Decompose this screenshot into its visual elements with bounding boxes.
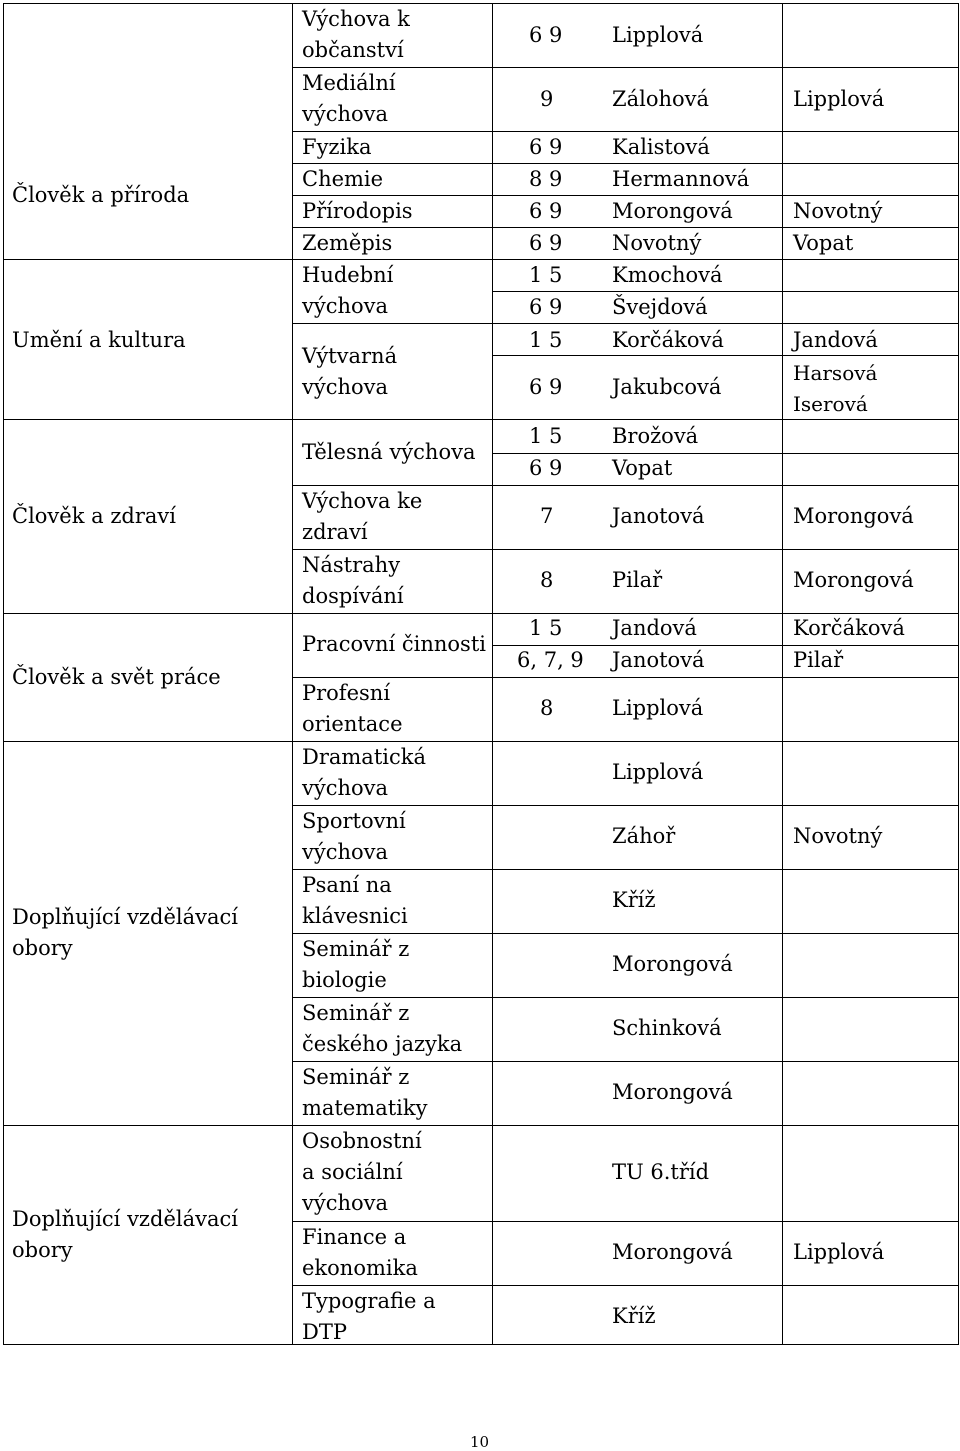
teacher-cell: Lipplová xyxy=(612,696,704,720)
grade-cell: 8 xyxy=(540,568,554,592)
grade-cell: 7 xyxy=(540,504,554,528)
subject-nastrahy-dospivani: Nástrahy dospívání xyxy=(302,553,404,608)
subject-medialni-vychova: Mediální výchova xyxy=(302,71,396,126)
teacher2-cell: Lipplová xyxy=(793,1240,885,1264)
teacher-cell: Švejdová xyxy=(612,295,708,319)
teacher-cell: Kalistová xyxy=(612,135,710,159)
grade-cell: 6 9 xyxy=(529,199,563,223)
grade-cell: 9 xyxy=(540,87,554,111)
grade-cell: 6 9 xyxy=(529,375,563,399)
subject-profesni-orientace: Profesní orientace xyxy=(302,681,403,736)
grade-cell: 6 9 xyxy=(529,295,563,319)
teacher-cell: Kmochová xyxy=(612,263,723,287)
teacher2-cell: Harsová xyxy=(793,361,878,385)
teacher2-cell: Vopat xyxy=(793,231,854,255)
teacher-cell: Vopat xyxy=(612,456,673,480)
grade-cell: 6 9 xyxy=(529,456,563,480)
teacher-cell: Záhoř xyxy=(612,824,676,848)
subject-telesna-vychova: Tělesná výchova xyxy=(302,440,476,464)
teacher2-cell: Morongová xyxy=(793,568,914,592)
teacher2-cell: Pilař xyxy=(793,648,844,672)
subject-chemie: Chemie xyxy=(302,167,384,191)
teacher-cell: Pilař xyxy=(612,568,663,592)
subject-seminar-z-biologie: Seminář z biologie xyxy=(302,937,410,992)
subject-vychova-ke-zdravi: Výchova ke zdraví xyxy=(302,489,423,544)
teacher-cell: Morongová xyxy=(612,1080,733,1104)
teacher-cell: Lipplová xyxy=(612,760,704,784)
grade-cell: 1 5 xyxy=(529,424,563,448)
grade-cell: 6 9 xyxy=(529,135,563,159)
subject-finance-a-ekonomika: Finance a ekonomika xyxy=(302,1225,418,1280)
teacher-cell: Morongová xyxy=(612,199,733,223)
subject-zemepis: Zeměpis xyxy=(302,231,393,255)
teacher-cell: Jakubcová xyxy=(612,375,722,399)
teacher2-cell: Lipplová xyxy=(793,87,885,111)
teacher2-cell: Morongová xyxy=(793,504,914,528)
teacher2-cell: Novotný xyxy=(793,199,883,223)
teacher-cell: Janotová xyxy=(612,648,705,672)
teacher2-cell: Jandová xyxy=(793,328,878,352)
grade-cell: 8 9 xyxy=(529,167,563,191)
teacher-cell: Zálohová xyxy=(612,87,710,111)
grade-cell: 8 xyxy=(540,696,554,720)
teacher-cell: Jandová xyxy=(612,616,697,640)
area-umeni-a-kultura: Umění a kultura xyxy=(12,328,186,352)
subject-seminar-z-ceskeho-jazyka: Seminář z českého jazyka xyxy=(302,1001,463,1056)
subject-prirodopis: Přírodopis xyxy=(302,199,413,223)
teacher-cell: Kříž xyxy=(612,1304,656,1328)
subject-typografie-a-dtp: Typografie a DTP xyxy=(302,1289,436,1344)
subject-vychova-k-obcanstvi: Výchova k občanství xyxy=(302,7,410,62)
grade-cell: 1 5 xyxy=(529,616,563,640)
teacher-cell: Korčáková xyxy=(612,328,724,352)
teacher-cell: Schinková xyxy=(612,1016,722,1040)
subject-sportovni-vychova: Sportovní výchova xyxy=(302,809,406,864)
teacher-cell: Brožová xyxy=(612,424,699,448)
subject-fyzika: Fyzika xyxy=(302,135,372,159)
subject-vytvarna-vychova: Výtvarná výchova xyxy=(302,344,398,399)
teacher2-cell: Novotný xyxy=(793,824,883,848)
teacher2-cell: Korčáková xyxy=(793,616,905,640)
area-clovek-a-zdravi: Člověk a zdraví xyxy=(12,504,176,528)
grade-cell: 1 5 xyxy=(529,328,563,352)
area-doplnujici-obory-1: Doplňující vzdělávací obory xyxy=(12,905,238,960)
subject-hudebni-vychova: Hudební výchova xyxy=(302,263,394,318)
subject-psani-na-klavesnici: Psaní na klávesnici xyxy=(302,873,408,928)
grade-cell: 6 9 xyxy=(529,23,563,47)
teacher-cell: Janotová xyxy=(612,504,705,528)
teacher2-cell: Iserová xyxy=(793,392,868,416)
subject-pracovni-cinnosti: Pracovní činnosti xyxy=(302,632,486,656)
subject-dramaticka-vychova: Dramatická výchova xyxy=(302,745,426,800)
area-clovek-a-priroda: Člověk a příroda xyxy=(12,183,190,207)
teacher-cell: Kříž xyxy=(612,888,656,912)
teacher-cell: Lipplová xyxy=(612,23,704,47)
teacher-cell: TU 6.tříd xyxy=(612,1160,710,1184)
area-doplnujici-obory-2: Doplňující vzdělávací obory xyxy=(12,1207,238,1262)
grade-cell: 6 9 xyxy=(529,231,563,255)
teacher-cell: Hermannová xyxy=(612,167,750,191)
subject-seminar-z-matematiky: Seminář z matematiky xyxy=(302,1065,428,1120)
teacher-cell: Morongová xyxy=(612,952,733,976)
teacher-cell: Morongová xyxy=(612,1240,733,1264)
area-clovek-a-svet-prace: Člověk a svět práce xyxy=(12,665,221,689)
teacher-cell: Novotný xyxy=(612,231,702,255)
page-number: 10 xyxy=(470,1433,490,1451)
grade-cell: 1 5 xyxy=(529,263,563,287)
subject-osobnostni-a-socialni-vychova: Osobnostní a sociální výchova xyxy=(302,1129,422,1215)
grade-cell: 6, 7, 9 xyxy=(517,648,584,672)
